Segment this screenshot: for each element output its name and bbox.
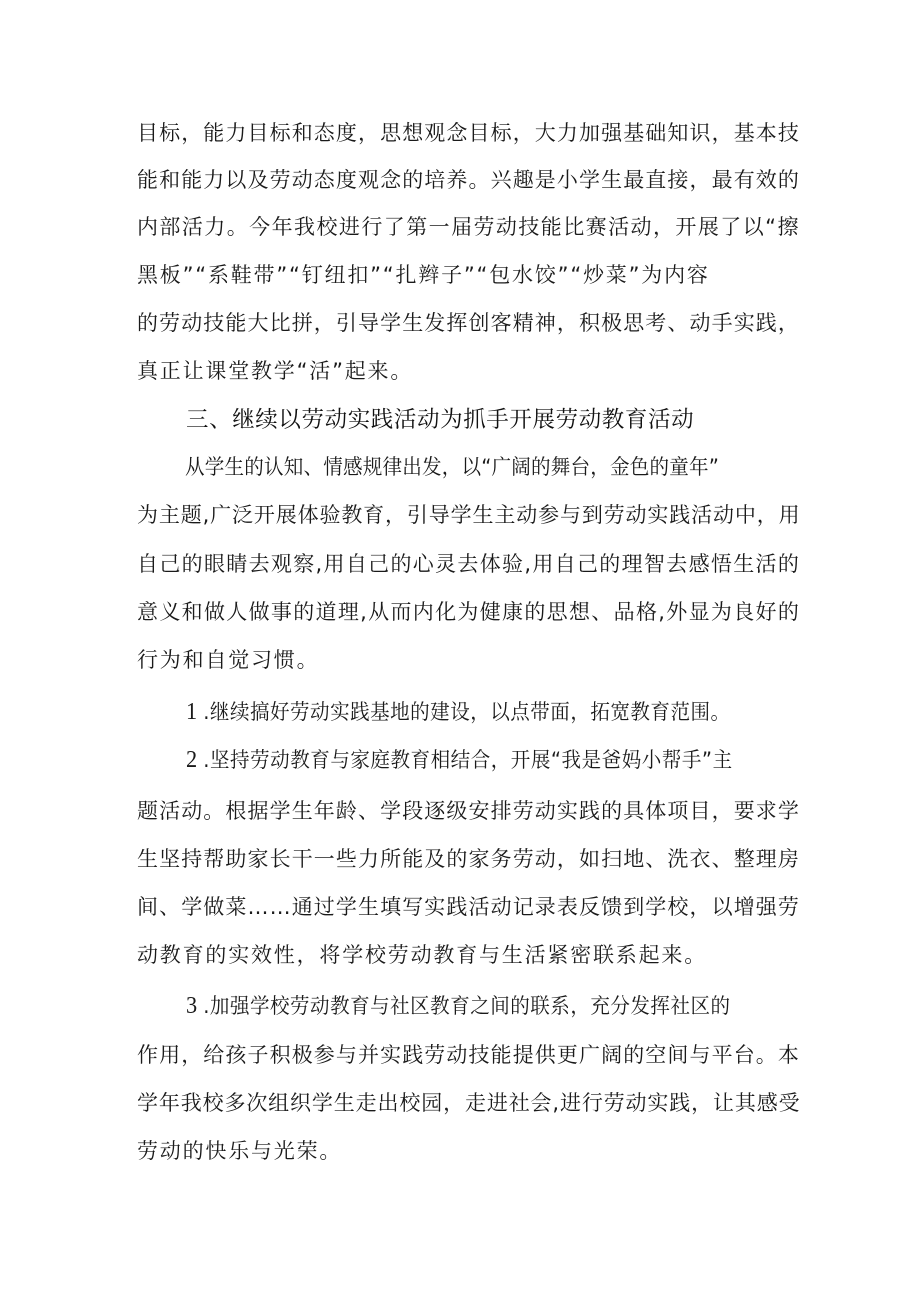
list-item-1 bbox=[186, 697, 800, 727]
list-item-number: 2 bbox=[186, 747, 198, 773]
list-item-text: .坚持劳动教育与家庭教育相结合，开展“我是爸妈小帮手”主 bbox=[203, 748, 733, 772]
list-item-2 bbox=[186, 745, 800, 775]
paragraph-2-line: 自己的眼睛去观察,用自己的心灵去体验,用自己的理智去感悟生活的 bbox=[137, 552, 801, 576]
list-item-3-line: 劳动的快乐与光荣。 bbox=[137, 1139, 343, 1163]
paragraph-1-line: 目标，能力目标和态度，思想观念目标，大力加强基础知识，基本技 bbox=[137, 121, 800, 145]
list-item-number: 1 bbox=[186, 699, 198, 725]
paragraph-1-line: 真正让课堂教学“活”起来。 bbox=[137, 359, 414, 383]
paragraph-1-line: 能和能力以及劳动态度观念的培养。兴趣是小学生最直接，最有效的 bbox=[137, 168, 800, 192]
list-item-text: .继续搞好劳动实践基地的建设，以点带面，拓宽教育范围。 bbox=[203, 700, 731, 724]
list-item-2-line: 动教育的实效性，将学校劳动教育与生活紧密联系起来。 bbox=[137, 943, 707, 967]
list-item-3-line: 学年我校多次组织学生走出校园，走进社会,进行劳动实践，让其感受 bbox=[137, 1091, 801, 1115]
list-item-text: .加强学校劳动教育与社区教育之间的联系，充分发挥社区的 bbox=[203, 994, 731, 1018]
list-item-2-line: 题活动。根据学生年龄、学段逐级安排劳动实践的具体项目，要求学 bbox=[137, 799, 800, 823]
list-item-2-line: 间、学做菜……通过学生填写实践活动记录表反馈到学校，以增强劳 bbox=[137, 895, 800, 919]
paragraph-1-line: 的劳动技能大比拼，引导学生发挥创客精神，积极思考、动手实践， bbox=[137, 311, 800, 335]
paragraph-1-line: 内部活力。今年我校进行了第一届劳动技能比赛活动，开展了以“擦 bbox=[137, 215, 800, 239]
paragraph-2-line: 行为和自觉习惯。 bbox=[137, 648, 320, 672]
paragraph-2-line: 从学生的认知、情感规律出发，以“广阔的舞台，金色的童年” bbox=[185, 455, 720, 479]
list-item-2-line: 生坚持帮助家长干一些力所能及的家务劳动，如扫地、洗衣、整理房 bbox=[137, 847, 800, 871]
list-item-number: 3 bbox=[186, 993, 198, 1019]
section-heading: 三、继续以劳动实践活动为抓手开展劳动教育活动 bbox=[186, 407, 695, 433]
paragraph-2-line: 意义和做人做事的道理,从而内化为健康的思想、品格,外显为良好的 bbox=[137, 600, 801, 624]
paragraph-1-line: 黑板”“系鞋带”“钉纽扣”“扎辫子”“包水饺”“炒菜”为内容 bbox=[137, 263, 710, 287]
list-item-3 bbox=[186, 991, 800, 1021]
list-item-3-line: 作用，给孩子积极参与并实践劳动技能提供更广阔的空间与平台。本 bbox=[137, 1043, 800, 1067]
paragraph-2-line: 为主题,广泛开展体验教育，引导学生主动参与到劳动实践活动中，用 bbox=[137, 503, 801, 527]
